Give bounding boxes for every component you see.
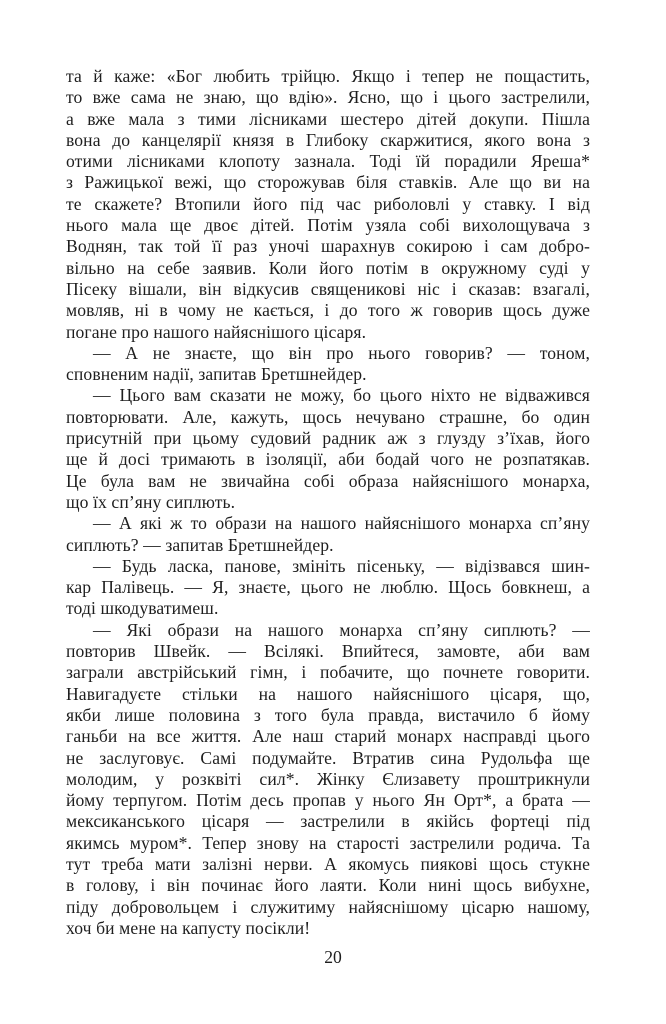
text-line: тоді шкодуватимеш. <box>66 598 219 619</box>
text-line: — Будь ласка, панове, змініть пісеньку, — відізвався шин- <box>93 555 590 576</box>
text-line: нього мала ще двоє дітей. Потім узяла собі вихолощувача з <box>66 215 590 236</box>
text-line: те скажете? Втопили його під час риболовлі у ставку. І від <box>66 193 590 214</box>
text-line: погане про нашого найяснішого цісаря. <box>66 321 367 342</box>
text-line: Це була вам не звичайна собі образа найяснішого монарха, <box>66 470 590 491</box>
paragraph <box>66 385 590 513</box>
text-line: тут треба мати залізні нерви. А якомусь пиякові щось стукне <box>66 853 590 874</box>
text-line: вона до канцелярії князя в Глибоку скаржитися, якого вона з <box>66 129 590 150</box>
text-line: якимсь муром*. Тепер знову на старості застрелили родича. Та <box>66 832 590 853</box>
text-line: повторювати. Але, кажуть, щось нечувано страшне, бо один <box>66 406 590 427</box>
page-number: 20 <box>324 947 342 967</box>
text-line: хоч би мене на капусту посікли! <box>66 917 311 938</box>
text-line: отими лісниками клопоту зазнала. Тоді їй порадили Яреша* <box>66 151 590 172</box>
text-line: мовляв, ні в чому не кається, і до того ж говорив щось дуже <box>66 300 590 321</box>
paragraph <box>66 343 590 386</box>
text-line: молодим, у розквіті сил*. Жінку Єлизавету проштрикнули <box>66 768 590 789</box>
paragraph <box>66 556 590 620</box>
text-line: — А які ж то образи на нашого найяснішого монарха сп’яну <box>93 513 590 534</box>
text-line: сповненим надії, запитав Бретшнейдер. <box>66 364 367 385</box>
text-line: заграли австрійський гімн, і побачите, що почнете говорити. <box>66 662 590 683</box>
text-line: а вже мала з тими лісниками шестеро дітей докупи. Пішла <box>66 108 590 129</box>
text-line: мексиканського цісаря — застрелили в якійсь фортеці під <box>66 811 590 832</box>
text-line: то вже сама не знаю, що вдію». Ясно, що і цього застрелили, <box>66 87 590 108</box>
text-line: піду добровольцем і служитиму найяснішому цісарю нашому, <box>66 896 590 917</box>
text-line: Воднян, так той її раз уночі шарахнув сокирою і сам добро- <box>66 236 590 257</box>
paragraph <box>66 66 590 343</box>
text-line: якби лише половина з того була правда, вистачило б йому <box>66 704 590 725</box>
paragraph <box>66 513 590 556</box>
text-line: — А не знаєте, що він про нього говорив? — тоном, <box>93 342 590 363</box>
text-line: що їх сп’яну сиплють. <box>66 491 236 512</box>
text-line: Навигадуєте стільки на нашого найяснішого цісаря, що, <box>66 683 590 704</box>
text-line: в голову, і він починає його лаяти. Коли нині щось вибухне, <box>66 875 590 896</box>
text-line: не заслуговує. Самі подумайте. Втратив сина Рудольфа ще <box>66 747 590 768</box>
text-line: — Які образи на нашого монарха сп’яну сиплють? — <box>93 619 590 640</box>
text-line: Пісеку вішали, він відкусив священикові ніс і сказав: взагалі, <box>66 278 590 299</box>
paragraph <box>66 620 590 939</box>
text-line: ганьби на все життя. Але наш старий монарх насправді цього <box>66 726 590 747</box>
page-text <box>66 66 590 939</box>
text-line: з Ражицької вежі, що сторожував біля ставків. Але що ви на <box>66 172 590 193</box>
text-line: кар Палівець. — Я, знаєте, цього не люблю. Щось бовкнеш, а <box>66 577 590 598</box>
text-line: сиплють? — запитав Бретшнейдер. <box>66 534 334 555</box>
text-line: та й каже: «Бог любить трійцю. Якщо і тепер не пощастить, <box>66 66 590 86</box>
text-line: повторив Швейк. — Всілякі. Впийтеся, замовте, аби вам <box>66 641 590 662</box>
text-line: присутній при цьому судовий радник аж з глузду з’їхав, його <box>66 428 590 449</box>
text-line: — Цього вам сказати не можу, бо цього ніхто не відважився <box>93 385 590 406</box>
text-line: йому терпугом. Потім десь пропав у нього Ян Орт*, а брата — <box>66 790 590 811</box>
text-line: вільно на себе заявив. Коли його потім в окружному суді у <box>66 257 590 278</box>
text-line: ще й досі тримають в ізоляції, аби бодай чого не розпатякав. <box>66 449 590 470</box>
